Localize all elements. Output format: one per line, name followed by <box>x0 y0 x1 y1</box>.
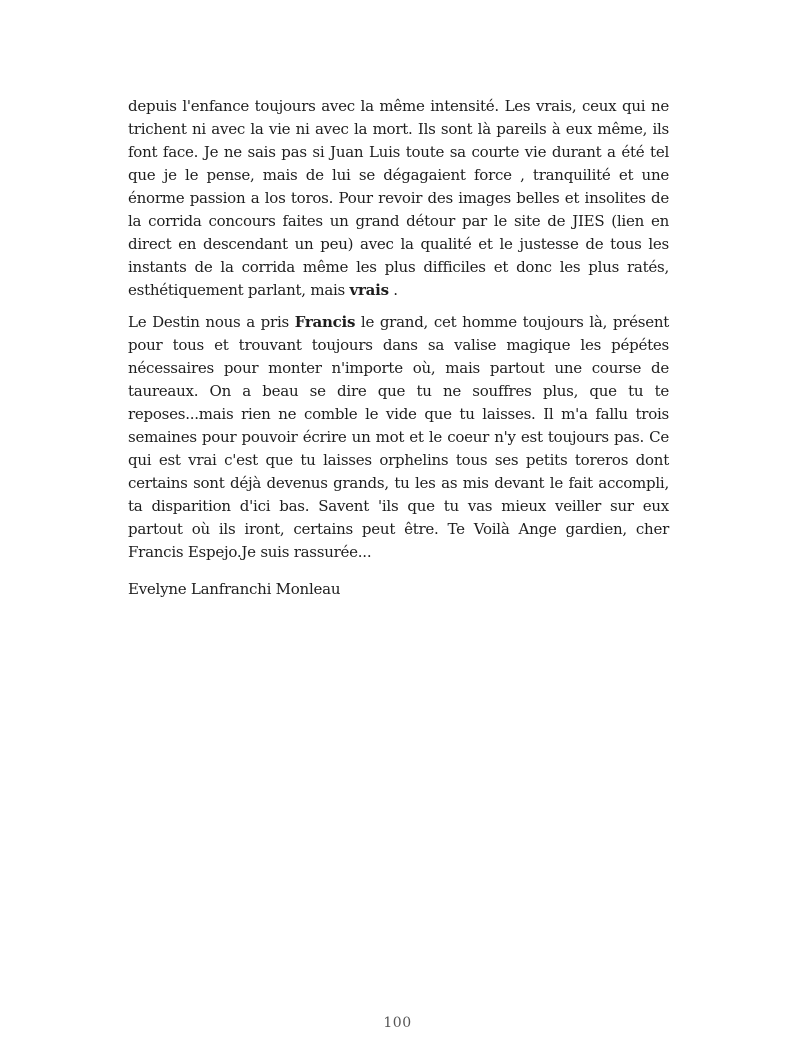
paragraph-1-bold-word: vrais <box>349 281 389 299</box>
page-number: 100 <box>383 1015 412 1031</box>
signature-line: Evelyne Lanfranchi Monleau <box>128 580 341 598</box>
paragraph-2-text-before: Le Destin nous a pris <box>128 313 295 331</box>
text-block <box>128 95 669 610</box>
paragraph-1 <box>128 95 669 302</box>
paragraph-2-text-after: le grand, cet homme toujours là, présent pour tous et trouvant toujours dans sa valise magique les pépétes nécessaires pour monter n'importe où, mais partout une course de taureaux. On a beau se dire que tu ne souffres plus, que tu te reposes...mais rien ne comble le vide que tu laisses. Il m'a fallu trois semaines pour pouvoir écrire un mot et le coeur n'y est toujours pas. Ce qui est vrai c'est que tu laisses orphelins tous ses petits toreros dont certains sont déjà devenus grands, tu les as mis devant le fait accompli, ta disparition d'ici bas. Savent 'ils que tu vas mieux veiller sur eux partout où ils iront, certains peut être. Te Voilà Ange gardien, cher Francis Espejo.Je suis rassurée... <box>128 313 670 561</box>
paragraph-2-bold-word: Francis <box>294 313 356 331</box>
paragraph-1-text-after: . <box>388 281 398 299</box>
paragraph-2 <box>128 311 669 564</box>
paragraph-1-text-before: depuis l'enfance toujours avec la même intensité. Les vrais, ceux qui ne trichent ni avec la vie ni avec la mort. Ils sont là pareils à eux même, ils font face. Je ne sais pas si Juan Luis toute sa courte vie durant a été tel que je le pense, mais de lui se dégagaient force , tranquilité et une énorme passion a los toros. Pour revoir des images belles et insolites de la corrida concours faites un grand détour par le site de JIES (lien en direct en descendant un peu) avec la qualité et le justesse de tous les instants de la corrida même les plus difficiles et donc les plus ratés, esthétiquement parlant, mais <box>128 97 669 299</box>
